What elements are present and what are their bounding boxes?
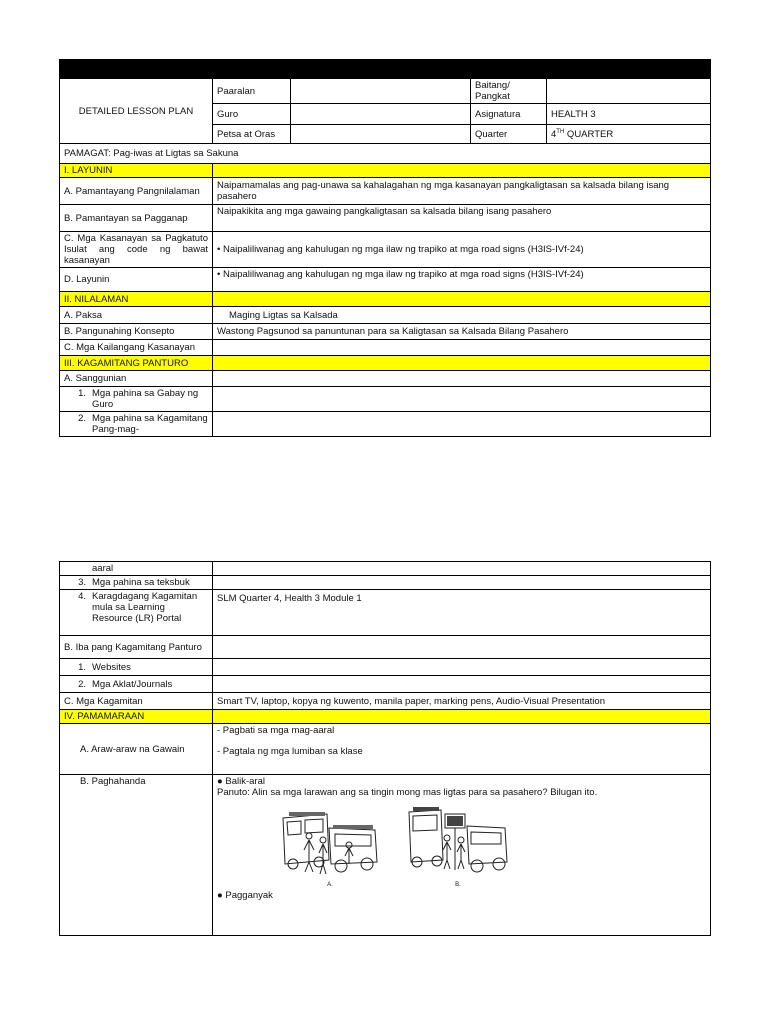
petsa-value [291,125,471,144]
header-bar [60,60,711,79]
konsepto-label: B. Pangunahing Konsepto [60,324,213,340]
paghahanda-label: B. Paghahanda [60,775,213,936]
mga-kagamitan-label: C. Mga Kagamitan [60,693,213,710]
layunin-value: • Naipaliliwanag ang kahulugan ng mga ilaw ng trapiko at mga road signs (H3IS-IVf-24) [213,268,711,292]
paaralan-value [291,79,471,104]
gabay-guro-item: 1. Mga pahina sa Gabay ng Guro [60,387,213,412]
section-layunin-title: I. LAYUNIN [60,164,213,178]
passengers-waiting-stop-illustration [407,804,509,882]
plan-title: DETAILED LESSON PLAN [60,79,213,144]
iba-pang-kagamitan-label: B. Iba pang Kagamitang Panturo [60,636,213,659]
pamantayang-pangnilalaman-label: A. Pamantayang Pangnilalaman [60,178,213,205]
lr-portal-item: 4. Karagdagang Kagamitan mula sa Learning Resource (LR) Portal [60,590,213,636]
kagamitang-pang-mag-aaral-item: 2. Mga pahina sa Kagamitang Pang-mag- [60,412,213,437]
pagganyak-line: ● Pagganyak [217,890,273,901]
paksa-value: Maging Ligtas sa Kalsada [213,307,711,324]
picture-b [407,804,509,886]
asignatura-label: Asignatura [471,104,547,125]
kasanayan-value: • Naipaliliwanag ang kahulugan ng mga ilaw ng trapiko at mga road signs (H3IS-IVf-24) [213,232,711,268]
guro-label: Guro [213,104,291,125]
baitang-label: Baitang/ Pangkat [471,79,547,104]
section-nilalaman-title: II. NILALAMAN [60,292,213,307]
petsa-label: Petsa at Oras [213,125,291,144]
pamantayan-pagganap-value: Naipakikita ang mga gawaing pangkaligtasan sa kalsada bilang isang pasahero [213,205,711,232]
picture-a [279,804,381,886]
passengers-loading-jeep-illustration [279,804,381,882]
paaralan-label: Paaralan [213,79,291,104]
paghahanda-value [213,775,711,936]
pagtala-line: - Pagtala ng mga lumiban sa klase [217,746,363,757]
websites-item: 1. Websites [60,659,213,676]
mga-kagamitan-value: Smart TV, laptop, kopya ng kuwento, manila paper, marking pens, Audio-Visual Presentation [213,693,711,710]
picture-b-label: B. [455,882,461,888]
baitang-value [547,79,711,104]
lesson-plan-table-page1 [59,59,711,437]
teksbuk-item: 3. Mga pahina sa teksbuk [60,576,213,590]
pamantayang-pangnilalaman-value: Naipamamalas ang pag-unawa sa kahalagahan ng mga kasanayan pangkaligtasan sa kalsada bilang isang pasahero [213,178,711,205]
konsepto-value: Wastong Pagsunod sa panuntunan para sa Kaligtasan sa Kalsada Bilang Pasahero [213,324,711,340]
kailangang-kasanayan-label: C. Mga Kailangang Kasanayan [60,340,213,356]
aklat-journals-item: 2. Mga Aklat/Journals [60,676,213,693]
layunin-label: D. Layunin [60,268,213,292]
balik-aral-line: ● Balik-aral [217,776,265,787]
pamantayan-pagganap-label: B. Pamantayan sa Pagganap [60,205,213,232]
sanggunian-label: A. Sanggunian [60,371,213,387]
paksa-label: A. Paksa [60,307,213,324]
pagbati-line: - Pagbati sa mga mag-aaral [217,725,335,736]
picture-choices [279,804,706,886]
section-kagamitan-title: III. KAGAMITANG PANTURO [60,356,213,371]
section-pamamaraan-title: IV. PAMAMARAAN [60,710,213,724]
guro-value [291,104,471,125]
pamagat: PAMAGAT: Pag-iwas at Ligtas sa Sakuna [60,144,711,164]
picture-a-label: A. [327,882,333,888]
quarter-value: 4TH QUARTER [547,125,711,144]
kasanayan-label: C. Mga Kasanayan sa Pagkatuto Isulat ang code ng bawat kasanayan [60,232,213,268]
araw-araw-value [213,724,711,775]
panuto-line: Panuto: Alin sa mga larawan ang sa tingin mong mas ligtas para sa pasahero? Bilugan ito. [217,787,598,798]
quarter-label: Quarter [471,125,547,144]
lesson-plan-table-page2 [59,561,711,936]
araw-araw-label: A. Araw-araw na Gawain [60,724,213,775]
kagamitang-pang-mag-aaral-cont: aaral [60,562,213,576]
asignatura-value: HEALTH 3 [547,104,711,125]
lr-portal-value: SLM Quarter 4, Health 3 Module 1 [213,590,711,636]
